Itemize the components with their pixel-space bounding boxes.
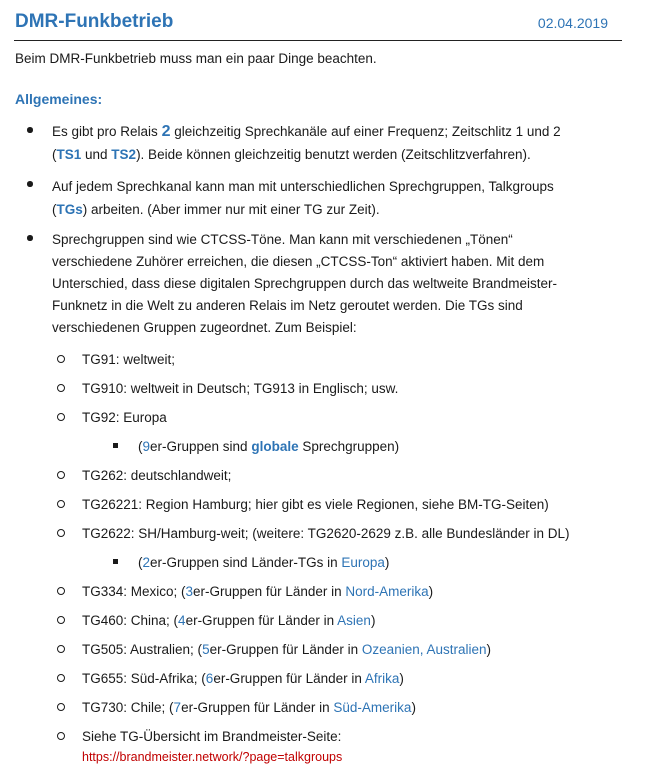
region-label: Nord-Amerika — [345, 584, 429, 599]
circle-bullet-icon — [57, 471, 65, 479]
document-header — [14, 8, 622, 41]
bullet-dot — [27, 235, 33, 241]
bullet-text: gleichzeitig Sprechkanäle auf einer Frequenz; Zeitschlitz 1 und 2 — [170, 124, 561, 139]
bullet-text: Funknetz in die Welt zu anderen Relais im Netz geroutet werden. Die TGs sind — [52, 298, 523, 313]
brandmeister-link[interactable]: https://brandmeister.network/?page=talkgroups — [82, 750, 343, 764]
tg-list-item — [57, 611, 617, 631]
tg-list-item — [57, 495, 617, 515]
group-number: 2 — [142, 555, 151, 570]
tg-text: er-Gruppen für Länder in — [209, 642, 362, 657]
circle-bullet-icon — [57, 645, 65, 653]
bullet-dot — [27, 127, 33, 133]
bullet-text: Sprechgruppen sind wie CTCSS-Töne. Man kann mit verschiedenen „Tönen“ — [52, 232, 513, 247]
tg-overview-item — [57, 727, 617, 767]
circle-bullet-icon — [57, 384, 65, 392]
region-label: Süd-Amerika — [333, 700, 412, 715]
bullet-text: und — [81, 147, 112, 162]
tg-text: ) — [399, 671, 404, 686]
ts1-label: TS1 — [56, 147, 82, 162]
square-bullet-icon — [113, 443, 118, 448]
note-text: er-Gruppen sind Länder-TGs in — [150, 555, 342, 570]
circle-bullet-icon — [57, 355, 65, 363]
tg-list-item — [57, 466, 617, 486]
tg-list-item — [57, 698, 617, 718]
tg-text: er-Gruppen für Länder in — [213, 671, 365, 686]
tg-text: TG655: Süd-Afrika; ( — [82, 671, 206, 686]
bullet-text: ( — [52, 147, 57, 162]
tg-text: er-Gruppen für Länder in — [185, 613, 338, 628]
circle-bullet-icon — [57, 703, 65, 711]
circle-bullet-icon — [57, 732, 65, 740]
note-text: ( — [138, 555, 143, 570]
tg-list-item — [57, 379, 617, 399]
tg-text: TG730: Chile; ( — [82, 700, 174, 715]
bullet-text: Unterschied, dass diese digitalen Sprechgruppen durch das weltweite Brandmeister- — [52, 276, 558, 291]
tg-text: ) — [370, 613, 376, 628]
note-text: Sprechgruppen) — [298, 439, 400, 454]
page-title: DMR-Funkbetrieb — [15, 11, 174, 32]
bullet-text: ) arbeiten. (Aber immer nur mit einer TG zur Zeit). — [82, 202, 380, 217]
tgs-label: TGs — [56, 202, 83, 217]
group-number: 4 — [178, 613, 186, 628]
circle-bullet-icon — [57, 587, 65, 595]
tg-text: ) — [486, 642, 492, 657]
bullet-text: ). Beide können gleichzeitig benutzt werden (Zeitschlitzverfahren). — [136, 147, 531, 162]
circle-bullet-icon — [57, 616, 65, 624]
tg-note-global — [113, 437, 613, 457]
bullet-relais — [27, 120, 617, 166]
tg-text: TG262: deutschlandweit; — [82, 468, 232, 483]
tg-text: TG910: weltweit in Deutsch; TG913 in Englisch; usw. — [82, 381, 399, 396]
circle-bullet-icon — [57, 529, 65, 537]
group-number: 9 — [142, 439, 151, 454]
tg-text: er-Gruppen für Länder in — [193, 584, 346, 599]
bullet-text: verschiedene Zuhörer erreichen, die diesen „CTCSS-Ton“ aktiviert haben. Mit dem — [52, 254, 545, 269]
region-label: Asien — [337, 613, 371, 628]
tg-list-item — [57, 640, 617, 660]
tg-text: er-Gruppen für Länder in — [181, 700, 334, 715]
tg-text: TG334: Mexico; ( — [82, 584, 186, 599]
group-number: 6 — [205, 671, 214, 686]
region-label: Europa — [341, 555, 385, 570]
region-label: Afrika — [364, 671, 400, 686]
tg-text: ) — [411, 700, 416, 715]
tg-text: TG91: weltweit; — [82, 352, 176, 367]
overview-text: Siehe TG-Übersicht im Brandmeister-Seite: — [82, 729, 342, 744]
note-text: er-Gruppen sind — [150, 439, 252, 454]
channel-count: 2 — [161, 123, 171, 140]
bullet-text: Es gibt pro Relais — [52, 124, 162, 139]
document-date: 02.04.2019 — [537, 15, 608, 31]
tg-list-item — [57, 408, 617, 428]
tg-text: TG460: China; ( — [82, 613, 179, 628]
group-number: 5 — [202, 642, 210, 657]
circle-bullet-icon — [57, 674, 65, 682]
bullet-text: Auf jedem Sprechkanal kann man mit unterschiedlichen Sprechgruppen, Talkgroups — [52, 179, 554, 194]
tg-list-item — [57, 350, 617, 370]
tg-text: TG92: Europa — [82, 410, 167, 425]
note-text: ( — [138, 439, 143, 454]
bullet-text: verschiedenen Gruppen zugeordnet. Zum Beispiel: — [52, 320, 357, 335]
tg-list-item — [57, 669, 617, 689]
group-number: 3 — [185, 584, 194, 599]
region-label: Ozeanien, Australien — [361, 642, 487, 657]
square-bullet-icon — [113, 559, 118, 564]
tg-text: TG2622: SH/Hamburg-weit; (weitere: TG2620-2629 z.B. alle Bundesländer in DL) — [82, 526, 570, 541]
global-label: globale — [251, 439, 299, 454]
tg-list-item — [57, 524, 617, 544]
intro-paragraph: Beim DMR-Funkbetrieb muss man ein paar Dinge beachten. — [15, 51, 377, 66]
tg-text: TG26221: Region Hamburg; hier gibt es viele Regionen, siehe BM-TG-Seiten) — [82, 497, 549, 512]
group-number: 7 — [173, 700, 182, 715]
tg-list-item — [57, 582, 617, 602]
circle-bullet-icon — [57, 413, 65, 421]
ts2-label: TS2 — [111, 147, 137, 162]
circle-bullet-icon — [57, 500, 65, 508]
note-text: ) — [384, 555, 390, 570]
section-heading: Allgemeines: — [15, 91, 103, 107]
bullet-talkgroups — [27, 175, 617, 221]
bullet-text: ( — [52, 202, 57, 217]
bullet-dot — [27, 181, 33, 187]
tg-note-europe — [113, 553, 613, 573]
bullet-ctcss — [27, 229, 617, 339]
tg-text: TG505: Australien; ( — [82, 642, 203, 657]
tg-text: ) — [428, 584, 434, 599]
